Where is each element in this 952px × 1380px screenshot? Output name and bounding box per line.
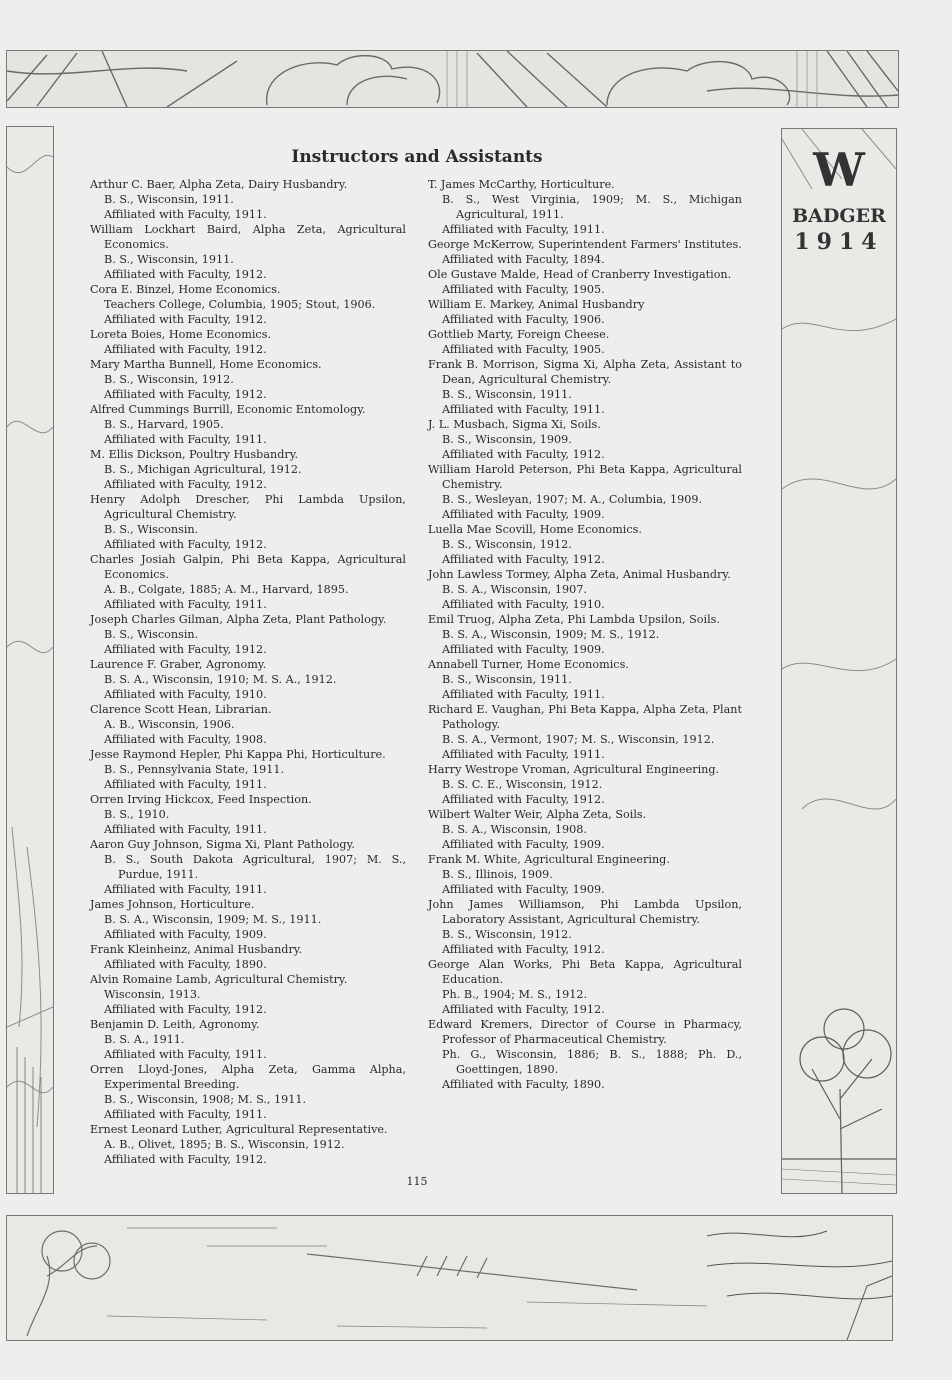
entry-detail-line: Affiliated with Faculty, 1911. [104,1048,267,1061]
page-title: Instructors and Assistants [291,147,543,167]
entry-detail-line: B. S. A., Wisconsin, 1908. [442,823,587,836]
entry-detail-line: Affiliated with Faculty, 1911. [442,688,605,701]
entry-name-line: Frank M. White, Agricultural Engineering. [428,853,670,866]
faculty-entry [90,492,406,552]
entry-name-line: Luella Mae Scovill, Home Economics. [428,523,642,536]
entry-detail-line: Affiliated with Faculty, 1909. [442,838,605,851]
entry-detail-line: B. S. A., Wisconsin, 1910; M. S. A., 1912. [104,673,337,686]
faculty-entry [428,807,742,852]
seal-year: 1914 [794,229,884,255]
faculty-entry [90,657,406,702]
left-decorative-band [6,126,54,1194]
entry-name-line: Harry Westrope Vroman, Agricultural Engineering. [428,763,720,776]
faculty-entry [428,327,742,357]
entry-name-line: Frank B. Morrison, Sigma Xi, Alpha Zeta, Assistant to Dean, Agricultural Chemistry. [428,358,742,386]
entry-detail-line: B. S., Wisconsin, 1912. [104,373,234,386]
entry-name-line: Cora E. Binzel, Home Economics. [90,283,281,296]
entry-name-line: Mary Martha Bunnell, Home Economics. [90,358,322,371]
entry-detail-line: B. S., Michigan Agricultural, 1912. [104,463,302,476]
faculty-entry [428,957,742,1017]
top-decorative-band [6,50,899,108]
entry-name-line: M. Ellis Dickson, Poultry Husbandry. [90,448,299,461]
entry-detail-line: B. S. A., 1911. [104,1033,185,1046]
right-column [428,177,742,1092]
entry-name-line: J. L. Musbach, Sigma Xi, Soils. [428,418,601,431]
faculty-entry [90,552,406,612]
entry-detail-line: Affiliated with Faculty, 1911. [104,598,267,611]
entry-detail-line: Affiliated with Faculty, 1909. [442,508,605,521]
entry-name-line: Henry Adolph Drescher, Phi Lambda Upsilon, Agricultural Chemistry. [90,493,406,521]
entry-name-line: Orren Irving Hickcox, Feed Inspection. [90,793,312,806]
left-column [90,177,406,1167]
entry-name-line: Arthur C. Baer, Alpha Zeta, Dairy Husbandry. [90,178,348,191]
entry-detail-line: B. S., Wisconsin, 1911. [104,193,234,206]
entry-detail-line: Affiliated with Faculty, 1912. [104,388,267,401]
entry-name-line: George Alan Works, Phi Beta Kappa, Agricultural Education. [428,958,742,986]
entry-detail-line: Affiliated with Faculty, 1909. [442,643,605,656]
entry-detail-line: B. S., Pennsylvania State, 1911. [104,763,285,776]
faculty-entry [90,282,406,327]
entry-name-line: Jesse Raymond Hepler, Phi Kappa Phi, Horticulture. [90,748,386,761]
entry-name-line: Clarence Scott Hean, Librarian. [90,703,272,716]
entry-name-line: Ole Gustave Malde, Head of Cranberry Investigation. [428,268,732,281]
entry-detail-line: B. S., Wisconsin. [104,628,199,641]
entry-detail-line: Affiliated with Faculty, 1911. [442,223,605,236]
entry-name-line: William E. Markey, Animal Husbandry [428,298,645,311]
faculty-entry [90,972,406,1017]
entry-name-line: Aaron Guy Johnson, Sigma Xi, Plant Pathology. [90,838,355,851]
entry-detail-line: Ph. B., 1904; M. S., 1912. [442,988,588,1001]
entry-detail-line: Affiliated with Faculty, 1909. [104,928,267,941]
entry-detail-line: Wisconsin, 1913. [104,988,201,1001]
entry-detail-line: B. S., Wisconsin. [104,523,199,536]
entry-detail-line: Ph. G., Wisconsin, 1886; B. S., 1888; Ph. D., Goettingen, 1890. [442,1048,742,1076]
faculty-entry [90,747,406,792]
entry-name-line: John James Williamson, Phi Lambda Upsilon, Laboratory Assistant, Agricultural Chemistry. [428,898,742,926]
faculty-entry [428,702,742,762]
entry-name-line: William Lockhart Baird, Alpha Zeta, Agricultural Economics. [90,223,406,251]
entry-detail-line: A. B., Olivet, 1895; B. S., Wisconsin, 1912. [104,1138,345,1151]
entry-detail-line: Affiliated with Faculty, 1890. [442,1078,605,1091]
right-decorative-band [781,128,897,1194]
faculty-entry [428,357,742,417]
entry-name-line: Laurence F. Graber, Agronomy. [90,658,267,671]
entry-detail-line: Affiliated with Faculty, 1911. [104,433,267,446]
entry-name-line: Gottlieb Marty, Foreign Cheese. [428,328,610,341]
entry-detail-line: Affiliated with Faculty, 1908. [104,733,267,746]
entry-detail-line: Affiliated with Faculty, 1912. [442,448,605,461]
faculty-entry [428,567,742,612]
entry-name-line: George McKerrow, Superintendent Farmers' Institutes. [428,238,742,251]
faculty-entry [428,522,742,567]
entry-detail-line: B. S., Wisconsin, 1912. [442,538,572,551]
entry-name-line: Emil Truog, Alpha Zeta, Phi Lambda Upsilon, Soils. [428,613,720,626]
entry-name-line: Ernest Leonard Luther, Agricultural Representative. [90,1123,388,1136]
faculty-entry [90,1017,406,1062]
faculty-entry [428,297,742,327]
entry-detail-line: Affiliated with Faculty, 1906. [442,313,605,326]
faculty-entry [428,897,742,957]
faculty-entry [90,357,406,402]
entry-detail-line: B. S., Wisconsin, 1909. [442,433,572,446]
entry-detail-line: B. S. A., Wisconsin, 1907. [442,583,587,596]
faculty-entry [90,222,406,282]
faculty-entry [428,852,742,897]
entry-name-line: Charles Josiah Galpin, Phi Beta Kappa, Agricultural Economics. [90,553,406,581]
faculty-entry [428,612,742,657]
entry-name-line: Orren Lloyd-Jones, Alpha Zeta, Gamma Alpha, Experimental Breeding. [90,1063,406,1091]
entry-name-line: James Johnson, Horticulture. [90,898,255,911]
entry-name-line: Wilbert Walter Weir, Alpha Zeta, Soils. [428,808,647,821]
faculty-entry [428,267,742,297]
entry-detail-line: Affiliated with Faculty, 1912. [442,943,605,956]
entry-detail-line: Affiliated with Faculty, 1910. [442,598,605,611]
entry-detail-line: Affiliated with Faculty, 1912. [104,268,267,281]
entry-detail-line: Affiliated with Faculty, 1912. [442,793,605,806]
entry-detail-line: Affiliated with Faculty, 1912. [104,1003,267,1016]
entry-detail-line: B. S., Wisconsin, 1911. [442,388,572,401]
bottom-decorative-band [6,1215,893,1341]
entry-detail-line: B. S., West Virginia, 1909; M. S., Michigan Agricultural, 1911. [442,193,742,221]
entry-detail-line: B. S., Wisconsin, 1911. [442,673,572,686]
seal-letter: W [813,143,865,197]
entry-detail-line: Affiliated with Faculty, 1912. [104,643,267,656]
entry-detail-line: Affiliated with Faculty, 1890. [104,958,267,971]
entry-detail-line: B. S. A., Wisconsin, 1909; M. S., 1911. [104,913,322,926]
entry-detail-line: B. S., Wisconsin, 1908; M. S., 1911. [104,1093,307,1106]
faculty-entry [90,612,406,657]
entry-name-line: Alvin Romaine Lamb, Agricultural Chemistry. [90,973,348,986]
entry-detail-line: Affiliated with Faculty, 1905. [442,283,605,296]
entry-detail-line: B. S., Wesleyan, 1907; M. A., Columbia, 1909. [442,493,703,506]
entry-name-line: Annabell Turner, Home Economics. [428,658,629,671]
entry-name-line: Alfred Cummings Burrill, Economic Entomology. [90,403,366,416]
faculty-entry [428,462,742,522]
entry-detail-line: Affiliated with Faculty, 1912. [104,313,267,326]
entry-detail-line: Affiliated with Faculty, 1912. [104,343,267,356]
entry-name-line: Edward Kremers, Director of Course in Pharmacy, Professor of Pharmaceutical Chemistry. [428,1018,742,1046]
entry-detail-line: Affiliated with Faculty, 1911. [442,748,605,761]
entry-name-line: Richard E. Vaughan, Phi Beta Kappa, Alpha Zeta, Plant Pathology. [428,703,742,731]
entry-name-line: Frank Kleinheinz, Animal Husbandry. [90,943,303,956]
entry-detail-line: B. S., 1910. [104,808,170,821]
entry-detail-line: B. S. A., Vermont, 1907; M. S., Wisconsin, 1912. [442,733,715,746]
entry-detail-line: Affiliated with Faculty, 1911. [104,778,267,791]
entry-detail-line: Affiliated with Faculty, 1912. [104,1153,267,1166]
entry-name-line: Benjamin D. Leith, Agronomy. [90,1018,260,1031]
faculty-entry [428,417,742,462]
faculty-entry [90,1122,406,1167]
faculty-entry [90,327,406,357]
entry-detail-line: B. S., Wisconsin, 1911. [104,253,234,266]
entry-name-line: Joseph Charles Gilman, Alpha Zeta, Plant Pathology. [90,613,387,626]
entry-detail-line: Affiliated with Faculty, 1909. [442,883,605,896]
faculty-entry [428,1017,742,1092]
faculty-entry [428,177,742,237]
faculty-entry [428,237,742,267]
entry-detail-line: B. S. A., Wisconsin, 1909; M. S., 1912. [442,628,660,641]
entry-detail-line: B. S., Wisconsin, 1912. [442,928,572,941]
entry-detail-line: B. S., Harvard, 1905. [104,418,224,431]
faculty-entry [90,177,406,222]
entry-name-line: T. James McCarthy, Horticulture. [428,178,615,191]
entry-detail-line: Affiliated with Faculty, 1912. [442,1003,605,1016]
entry-detail-line: Affiliated with Faculty, 1910. [104,688,267,701]
faculty-entry [90,702,406,747]
page-number: 115 [406,1175,428,1188]
entry-detail-line: B. S. C. E., Wisconsin, 1912. [442,778,603,791]
entry-detail-line: Affiliated with Faculty, 1912. [104,478,267,491]
entry-detail-line: Affiliated with Faculty, 1905. [442,343,605,356]
faculty-entry [90,837,406,897]
seal-name: BADGER [792,205,886,227]
entry-name-line: John Lawless Tormey, Alpha Zeta, Animal Husbandry. [428,568,731,581]
entry-detail-line: Affiliated with Faculty, 1911. [442,403,605,416]
entry-detail-line: B. S., South Dakota Agricultural, 1907; M. S., Purdue, 1911. [104,853,406,881]
faculty-entry [428,762,742,807]
entry-detail-line: Affiliated with Faculty, 1912. [104,538,267,551]
entry-detail-line: A. B., Colgate, 1885; A. M., Harvard, 1895. [104,583,349,596]
entry-detail-line: Affiliated with Faculty, 1912. [442,553,605,566]
entry-detail-line: Affiliated with Faculty, 1911. [104,208,267,221]
entry-detail-line: Affiliated with Faculty, 1911. [104,883,267,896]
faculty-entry [90,942,406,972]
entry-name-line: Loreta Boies, Home Economics. [90,328,271,341]
entry-detail-line: B. S., Illinois, 1909. [442,868,553,881]
faculty-entry [90,792,406,837]
faculty-entry [428,657,742,702]
faculty-entry [90,447,406,492]
faculty-entry [90,1062,406,1122]
entry-detail-line: Affiliated with Faculty, 1894. [442,253,605,266]
faculty-entry [90,897,406,942]
entry-detail-line: A. B., Wisconsin, 1906. [104,718,235,731]
faculty-entry [90,402,406,447]
entry-name-line: William Harold Peterson, Phi Beta Kappa, Agricultural Chemistry. [428,463,742,491]
entry-detail-line: Teachers College, Columbia, 1905; Stout, 1906. [104,298,376,311]
entry-detail-line: Affiliated with Faculty, 1911. [104,823,267,836]
entry-detail-line: Affiliated with Faculty, 1911. [104,1108,267,1121]
